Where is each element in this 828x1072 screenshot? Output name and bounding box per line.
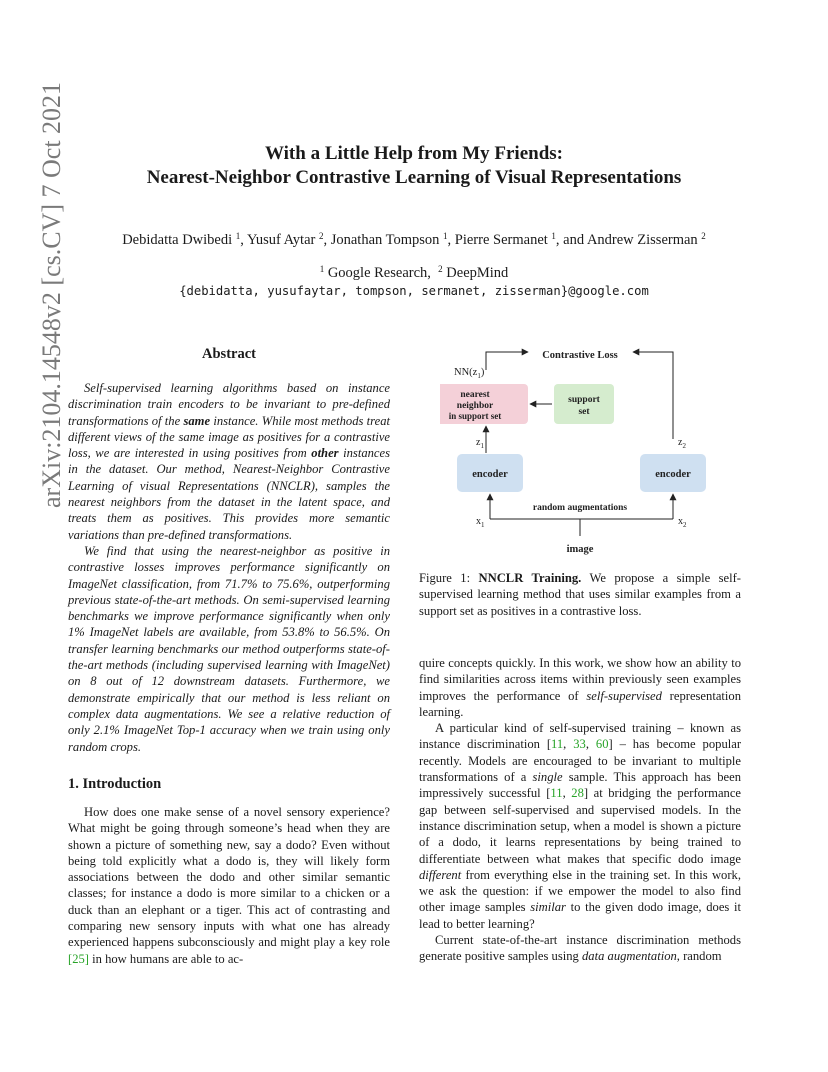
affiliation-name: DeepMind bbox=[446, 265, 509, 281]
citation-link[interactable]: 11 bbox=[551, 737, 564, 752]
body-text: Current state-of-the-art instance discrimination methods generate positive samples using bbox=[419, 933, 741, 964]
intro-text: in how humans are able to ac- bbox=[88, 951, 244, 966]
author-name: Debidatta Dwibedi bbox=[122, 232, 233, 248]
arxiv-stamp-text: arXiv:2104.14548v2 [cs.CV] 7 Oct 2021 bbox=[37, 81, 66, 508]
nearest-neighbor-box-label: nearest bbox=[460, 390, 490, 400]
body-text: to the given dodo image, does it lead to better learning? bbox=[419, 900, 742, 931]
affiliation-name: Google Research, bbox=[327, 265, 431, 281]
paper-title-line-2: Nearest-Neighbor Contrastive Learning of Visual Representations bbox=[146, 167, 682, 188]
z1-label: $z_1$ bbox=[476, 437, 484, 450]
citation-bracket: [ bbox=[546, 737, 552, 752]
abstract-paragraph-2: We find that using the nearest-neighbor as positive in contrastive losses improves performance significantly on ImageNet classification, from 71.7% to 75.6%, outperforming previous state-of-the-art methods. On semi-supervised learning benchmarks we improve performance significantly when only 1% ImageNet labels are available, from 53.8% to 56.5%. On transfer learning benchmarks our method outperforms state-of-the-art methods (including supervised learning with ImageNet) on 8 out of 12 downstream datasets. Furthermore, we demonstrate empirically that our method is less reliant on complex data augmentations. We see a relative reduction of only 2.1% ImageNet Top-1 accuracy when we train using only random crops. bbox=[68, 543, 390, 754]
contrastive-loss-left-arrow bbox=[486, 352, 528, 370]
author-name: Yusuf Aytar bbox=[246, 232, 316, 248]
right-paragraph-1 bbox=[419, 655, 741, 720]
contrastive-loss-right-arrow bbox=[633, 352, 673, 439]
body-text: – has become popular recently. Models are encouraged to be invariant to multiple transformations of a bbox=[419, 737, 742, 785]
author-affiliation-marker: 1 bbox=[551, 231, 556, 241]
citation-separator: , bbox=[563, 737, 574, 752]
abstract-body bbox=[68, 380, 390, 755]
nnclr-training-diagram bbox=[440, 340, 740, 562]
author-affiliation-marker: 2 bbox=[318, 231, 324, 241]
citation-link[interactable]: 60 bbox=[595, 737, 609, 752]
body-text: at bridging the performance gap between self-supervised and supervised models. In the instance discrimination setup, when a model is shown a picture of a dodo, it learns representations by being trained to differentiate between what makes that specific dodo image bbox=[419, 786, 742, 866]
affiliation-marker: 1 bbox=[319, 264, 325, 274]
body-text: quire concepts quickly. In this work, we show how an ability to find similarities across items within previously seen examples improves the performance of bbox=[419, 656, 741, 703]
nearest-neighbor-box-label: in support set bbox=[448, 411, 502, 421]
abstract-emphasis: other bbox=[311, 446, 339, 461]
body-text: sample. This approach has been impressively successful bbox=[419, 770, 741, 801]
x1-label: $x_1$ bbox=[476, 516, 485, 529]
body-text: from everything else in the training set. In this work, we ask the question: if we empower the model to also find other image samples bbox=[419, 867, 741, 915]
abstract-paragraph-1 bbox=[68, 380, 390, 543]
figure-caption bbox=[419, 570, 741, 619]
author-affiliation-marker: 1 bbox=[235, 231, 241, 241]
paper-title-line-1: With a Little Help from My Friends: bbox=[265, 143, 563, 164]
body-emphasis: similar bbox=[530, 900, 566, 915]
author-conjunction: and bbox=[563, 232, 585, 248]
right-column-body bbox=[419, 655, 741, 965]
x2-label: $x_2$ bbox=[678, 516, 687, 529]
right-paragraph-3 bbox=[419, 932, 741, 965]
abstract-heading: Abstract bbox=[202, 346, 256, 362]
body-emphasis: different bbox=[419, 867, 462, 882]
support-set-box-label: support bbox=[568, 395, 600, 405]
author-name: Pierre Sermanet bbox=[454, 232, 548, 248]
abstract-emphasis: same bbox=[183, 413, 211, 428]
right-paragraph-2 bbox=[419, 720, 741, 932]
citation-bracket: [ bbox=[546, 786, 551, 801]
author-affiliation-marker: 2 bbox=[701, 231, 706, 241]
author-emails: {debidatta, yusufaytar, tompson, sermanet, zisserman}@google.com bbox=[179, 284, 649, 298]
citation-link[interactable]: 28 bbox=[571, 786, 584, 801]
introduction-body bbox=[68, 804, 390, 967]
contrastive-loss-label: Contrastive Loss bbox=[542, 350, 618, 361]
z2-label: $z_2$ bbox=[678, 437, 686, 450]
author-name: Jonathan Tompson bbox=[330, 232, 440, 248]
encoder-right-label: encoder bbox=[655, 469, 691, 480]
citation-link[interactable]: 33 bbox=[573, 737, 586, 752]
affiliation-marker: 2 bbox=[438, 264, 443, 274]
caption-title: NNCLR Training. bbox=[478, 571, 582, 585]
author-list: Debidatta Dwibedi $^1$, Yusuf Aytar $^2$, Jonathan Tompson $^1$, Pierre Sermanet $^1$, and Andrew Zisserman $^2$ bbox=[122, 231, 706, 248]
affiliations bbox=[0, 265, 828, 282]
abstract-text: Self-supervised learning algorithms based on instance discrimination train encoders to be invariant to pre-defined transformations of the bbox=[68, 381, 390, 428]
body-emphasis: data augmentation bbox=[581, 949, 677, 964]
abstract-text: instance. While most methods treat different views of the same image as positives for a contrastive loss, we are interested in using positives from bbox=[68, 413, 390, 461]
nn-z1-label: $NN(z_1)$ bbox=[454, 367, 485, 380]
intro-text: How does one make sense of a novel sensory experience? What might be going through someone’s head when they are shown a picture of something new, say a dodo? Even without being told explicitly what a dodo is, they will likely form associations between the dodo and other similar semantic classes; for instance a dodo is more similar to a chicken or a duck than an elephant or a tiger. This act of contrasting and comparing new sensory inputs with what one has already experienced happens subconsciously and might play a key role bbox=[68, 805, 390, 950]
citation-separator: , bbox=[585, 737, 596, 752]
citation-link[interactable]: 11 bbox=[550, 786, 563, 801]
caption-label: Figure 1: bbox=[419, 571, 471, 585]
body-text: representation learning. bbox=[419, 688, 742, 719]
citation-bracket: ] bbox=[583, 786, 589, 801]
author-name: Andrew Zisserman bbox=[586, 232, 698, 248]
image-label: image bbox=[566, 544, 594, 555]
abstract-text: instances in the dataset. Our method, Nearest-Neighbor Contrastive Learning of visual Representations (NNCLR), samples the nearest neighbors from the dataset in the latent space, and treats them as positives. This provides more semantic variations than pre-defined transformations. bbox=[68, 446, 390, 542]
nearest-neighbor-box-label: neighbor bbox=[456, 401, 494, 411]
body-emphasis: self-supervised bbox=[586, 688, 662, 703]
citation-bracket: ] bbox=[608, 737, 613, 752]
intro-paragraph-1 bbox=[68, 804, 390, 967]
author-affiliation-marker: 1 bbox=[443, 231, 448, 241]
body-text: , random bbox=[676, 949, 722, 964]
encoder-left-label: encoder bbox=[472, 469, 508, 480]
caption-text: We propose a simple self-supervised learning method that uses similar examples from a support set as positives in a contrastive loss. bbox=[419, 571, 741, 618]
citation-link[interactable]: [25] bbox=[68, 951, 89, 966]
support-set-box-label: set bbox=[578, 407, 590, 417]
section-heading-introduction: 1. Introduction bbox=[68, 776, 162, 792]
body-text: A particular kind of self-supervised training – known as instance discrimination bbox=[419, 721, 741, 752]
random-augmentations-label: random augmentations bbox=[532, 503, 628, 513]
body-emphasis: single bbox=[532, 770, 563, 785]
citation-separator: , bbox=[562, 786, 572, 801]
